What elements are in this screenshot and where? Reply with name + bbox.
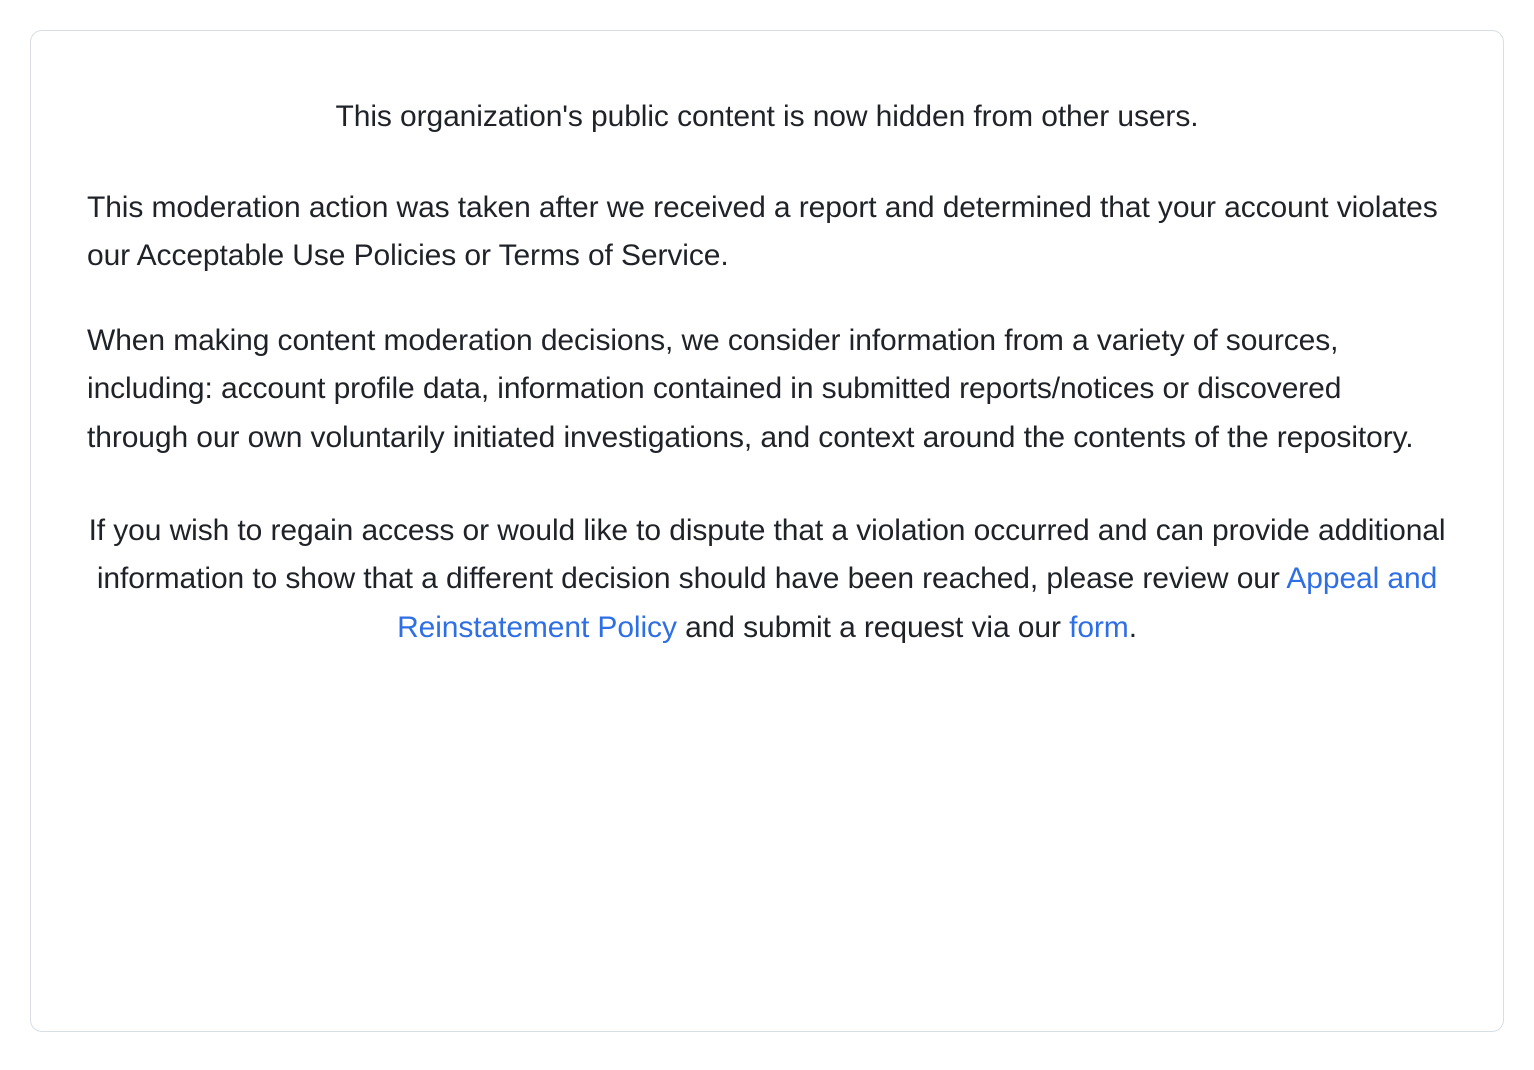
appeal-text-before-link: If you wish to regain access or would like to dispute that a violation occurred and can provide additional information to show that a different decision should have been reached, please review our: [88, 513, 1446, 596]
appeal-and-reinstatement-policy-link[interactable]: Appeal and Reinstatement Policy: [397, 562, 1438, 644]
appeal-text-between-links: and submit a request via our: [676, 610, 1070, 644]
appeal-text-after-link: .: [1128, 610, 1137, 644]
appeal-form-link[interactable]: form: [1069, 610, 1129, 644]
notice-appeal-paragraph: [87, 507, 1447, 653]
notice-paragraph-sources: When making content moderation decisions, we consider information from a variety of sources, including: account profile data, information contained in submitted reports/notices or discovered through our own voluntarily initiated investigations, and context around the contents of the repository.: [87, 323, 1414, 454]
notice-headline: This organization's public content is now hidden from other users.: [335, 100, 1199, 133]
notice-paragraph-action: This moderation action was taken after we received a report and determined that your account violates our Acceptable Use Policies or Terms of Service.: [87, 190, 1438, 273]
moderation-notice-card: [30, 30, 1504, 1032]
notice-body: [87, 93, 1447, 652]
